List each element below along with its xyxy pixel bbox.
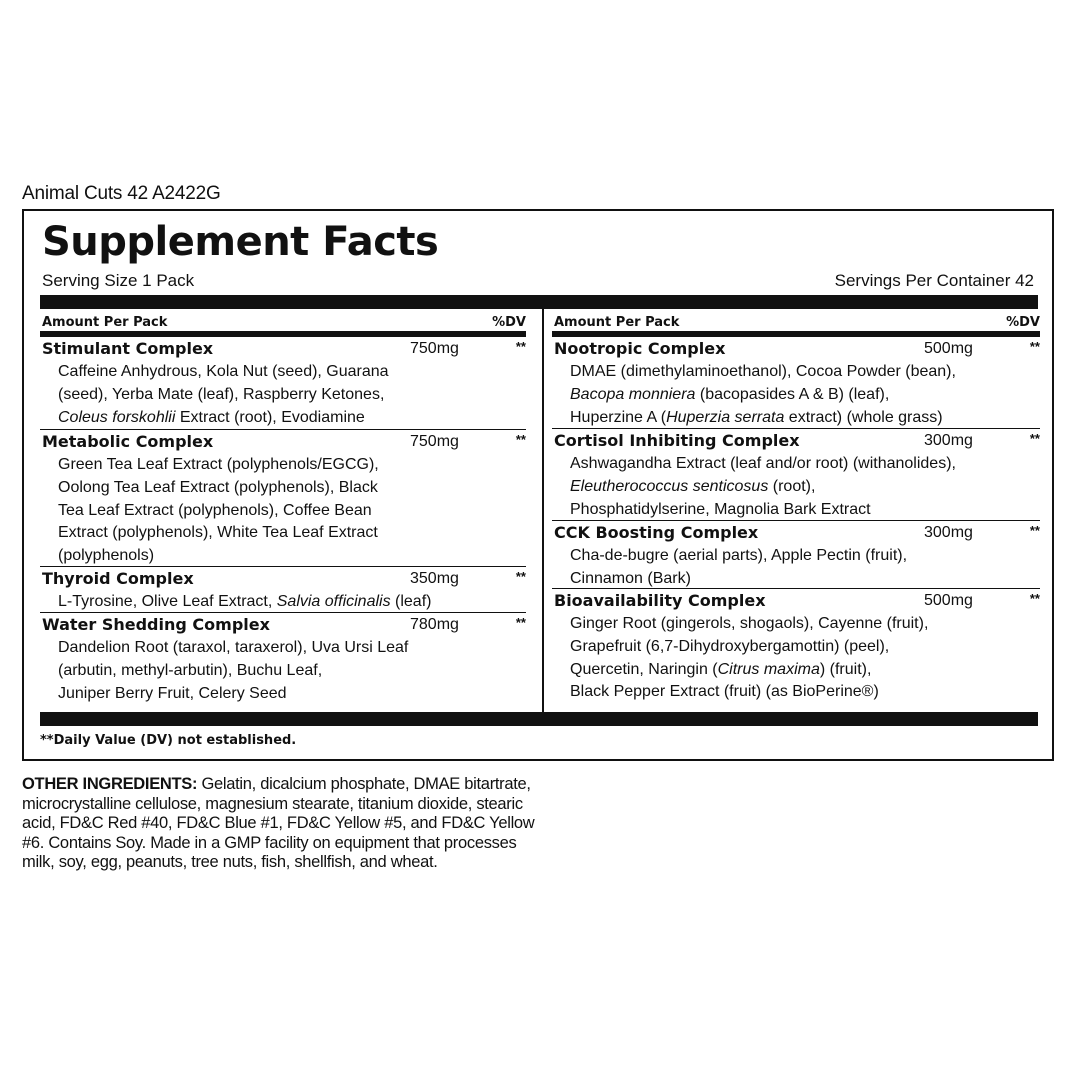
amount-per-pack-label: Amount Per Pack [42, 315, 168, 330]
complex-name: CCK Boosting Complex [554, 523, 759, 542]
ingredient-line: (arbutin, methyl-arbutin), Buchu Leaf, [58, 661, 323, 679]
ingredient-line: Coleus forskohlii Extract (root), Evodiamine [58, 408, 365, 426]
ingredient-line: L-Tyrosine, Olive Leaf Extract, Salvia officinalis (leaf) [58, 593, 432, 610]
ingredient-line: Ashwagandha Extract (leaf and/or root) (withanolides), [570, 455, 956, 472]
supplement-facts-panel [22, 209, 1054, 761]
complex-dv: ** [515, 432, 526, 447]
complex-name: Bioavailability Complex [554, 591, 766, 610]
column-header [40, 309, 526, 337]
ingredient-line: Caffeine Anhydrous, Kola Nut (seed), Guarana [58, 363, 389, 380]
dv-label: %DV [1006, 315, 1040, 330]
ingredient-line: Grapefruit (6,7-Dihydroxybergamottin) (peel), [570, 637, 890, 655]
complex-amount: 750mg [410, 340, 459, 357]
ingredient-line: Dandelion Root (taraxol, taraxerol), Uva Ursi Leaf [58, 639, 409, 656]
complex-row [552, 337, 1040, 429]
ingredient-line: (polyphenols) [58, 547, 155, 565]
ingredient-line: Huperzine A (Huperzia serrata extract) (whole grass) [570, 408, 943, 426]
ingredient-line: Oolong Tea Leaf Extract (polyphenols), Black [58, 478, 378, 496]
complex-amount: 780mg [410, 616, 459, 633]
servings-per-container: Servings Per Container 42 [834, 271, 1034, 290]
complex-list [552, 337, 1040, 707]
complex-amount: 300mg [924, 524, 973, 541]
ingredient-line: DMAE (dimethylaminoethanol), Cocoa Powder (bean), [570, 363, 956, 380]
column-header [552, 309, 1040, 337]
complex-amount: 300mg [924, 432, 973, 449]
ingredient-line: Juniper Berry Fruit, Celery Seed [58, 684, 287, 702]
serving-size: Serving Size 1 Pack [42, 271, 195, 290]
complex-row [40, 430, 526, 567]
complex-amount: 350mg [410, 570, 459, 587]
other-ingredients [22, 775, 542, 873]
complex-dv: ** [1029, 431, 1040, 446]
other-ingredients-label: OTHER INGREDIENTS: [22, 775, 198, 793]
right-column [552, 309, 1040, 707]
complex-name: Cortisol Inhibiting Complex [554, 431, 800, 450]
complex-dv: ** [1029, 591, 1040, 606]
complex-amount: 500mg [924, 340, 973, 357]
ingredient-line: Ginger Root (gingerols, shogaols), Cayenne (fruit), [570, 615, 929, 632]
complex-row [552, 521, 1040, 589]
complex-name: Metabolic Complex [42, 432, 214, 451]
complex-row [552, 429, 1040, 521]
complex-dv: ** [515, 569, 526, 584]
left-column [40, 309, 526, 704]
ingredient-line: Extract (polyphenols), White Tea Leaf Extract [58, 524, 378, 542]
product-code: Animal Cuts 42 A2422G [22, 183, 221, 204]
ingredient-line: Tea Leaf Extract (polyphenols), Coffee Bean [58, 501, 372, 519]
complex-name: Thyroid Complex [42, 569, 194, 588]
dv-label: %DV [492, 315, 526, 330]
ingredient-line: Cinnamon (Bark) [570, 569, 691, 587]
complex-name: Nootropic Complex [554, 339, 726, 358]
complex-row [40, 613, 526, 704]
ingredient-line: Bacopa monniera (bacopasides A & B) (leaf), [570, 385, 890, 403]
complex-dv: ** [1029, 339, 1040, 354]
complex-amount: 750mg [410, 433, 459, 450]
ingredient-line: Phosphatidylserine, Magnolia Bark Extract [570, 500, 871, 518]
complex-row [40, 567, 526, 613]
ingredient-line: (seed), Yerba Mate (leaf), Raspberry Ketones, [58, 385, 385, 403]
complex-name: Stimulant Complex [42, 339, 214, 358]
bottom-thick-rule [40, 712, 1038, 726]
complex-list [40, 337, 526, 704]
column-divider [542, 309, 544, 712]
complex-dv: ** [515, 339, 526, 354]
complex-row [40, 337, 526, 430]
other-ingredients-text: Gelatin, dicalcium phosphate, DMAE bitartrate, microcrystalline cellulose, magnesium stearate, titanium dioxide, stearic acid, FD&C Red #40, FD&C Blue #1, FD&C Yellow #5, and FD&C Yellow #6. Contains Soy. Made in a GMP facility on equipment that processes milk, soy, egg, peanuts, tree nuts, fish, shellfish, and wheat. [22, 775, 535, 872]
ingredient-line: Black Pepper Extract (fruit) (as BioPerine®) [570, 683, 879, 701]
complex-row [552, 589, 1040, 707]
ingredient-line: Quercetin, Naringin (Citrus maxima) (fruit), [570, 660, 872, 678]
ingredient-line: Eleutherococcus senticosus (root), [570, 477, 816, 495]
complex-dv: ** [515, 615, 526, 630]
ingredient-line: Green Tea Leaf Extract (polyphenols/EGCG), [58, 456, 379, 473]
dv-footnote: **Daily Value (DV) not established. [40, 733, 297, 748]
complex-dv: ** [1029, 523, 1040, 538]
complex-name: Water Shedding Complex [42, 615, 270, 634]
complex-amount: 500mg [924, 592, 973, 609]
ingredient-line: Cha-de-bugre (aerial parts), Apple Pectin (fruit), [570, 547, 908, 564]
panel-title: Supplement Facts [42, 219, 439, 265]
amount-per-pack-label: Amount Per Pack [554, 315, 680, 330]
top-thick-rule [40, 295, 1038, 309]
